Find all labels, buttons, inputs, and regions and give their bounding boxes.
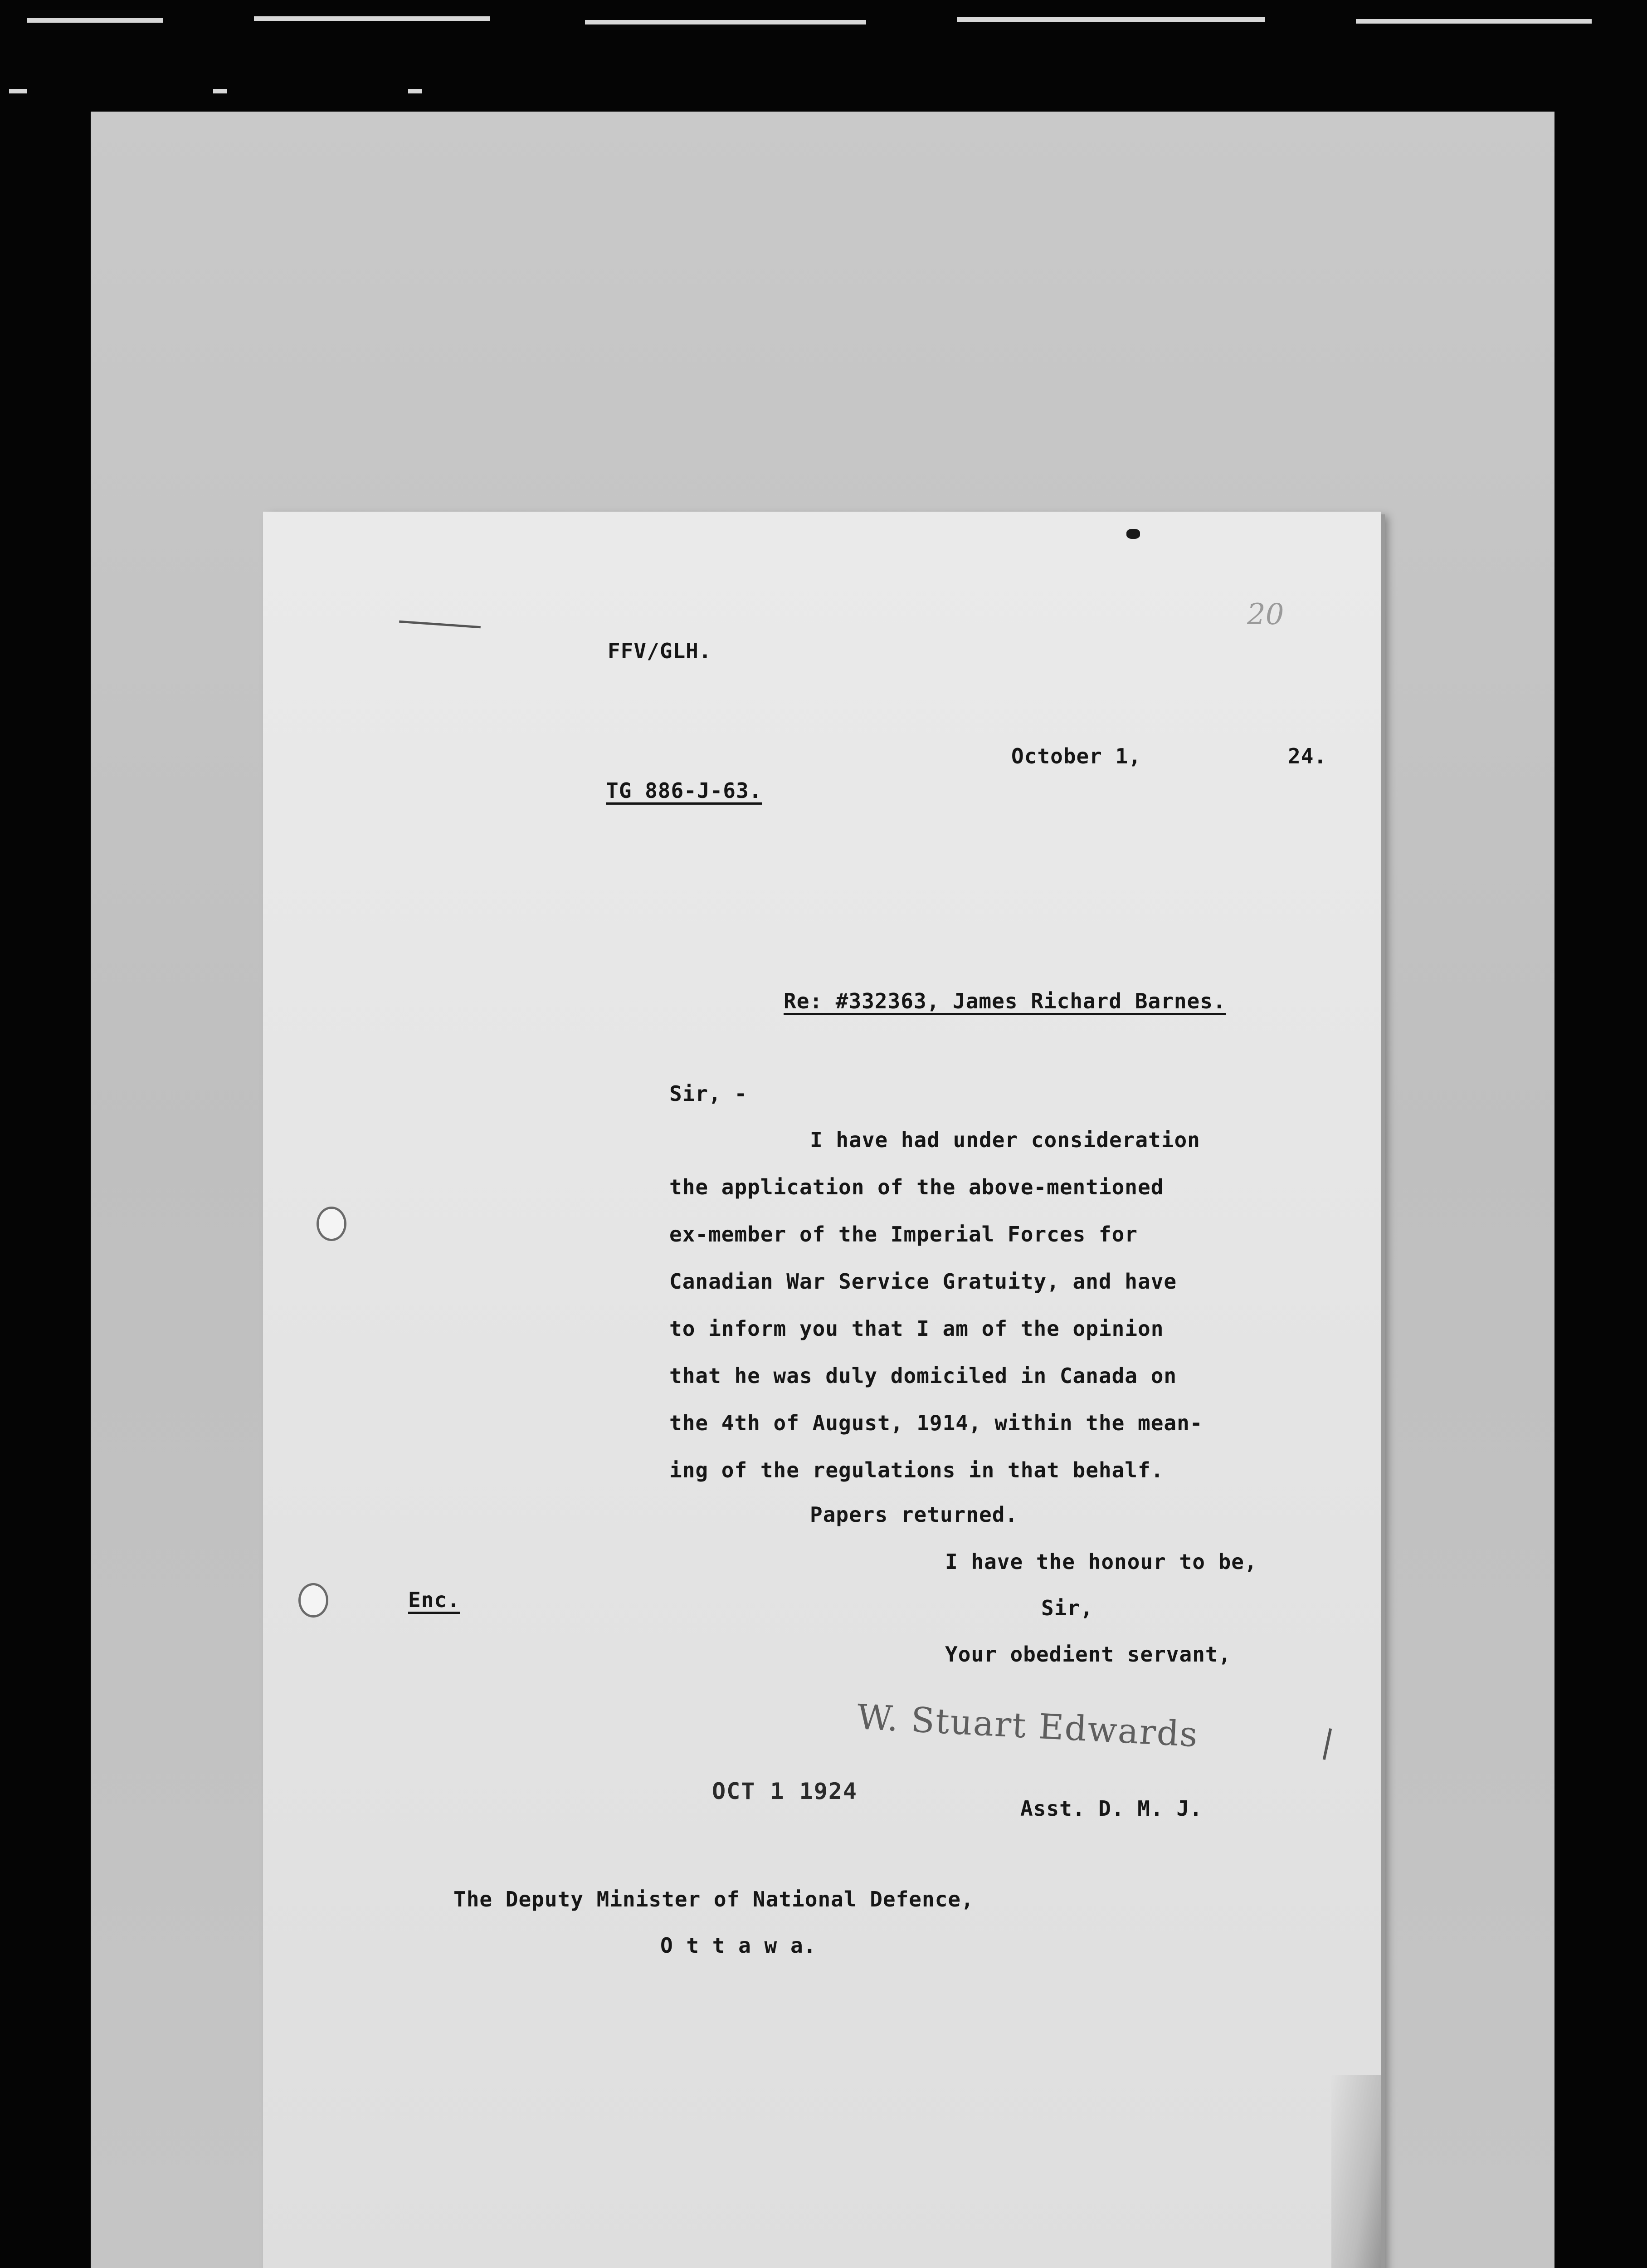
body-line: Papers returned. (810, 1502, 1018, 1527)
recipient-name: The Deputy Minister of National Defence, (453, 1887, 974, 1911)
body-line: I have had under consideration (810, 1128, 1200, 1152)
film-speck (27, 18, 163, 23)
file-number: TG 886-J-63. (606, 778, 762, 803)
letter-sheet (263, 512, 1381, 2268)
subject-line: Re: #332363, James Richard Barnes. (784, 989, 1226, 1013)
body-line: that he was duly domiciled in Canada on (669, 1364, 1177, 1388)
ink-blot (1126, 529, 1140, 539)
closing-line: I have the honour to be, (945, 1549, 1257, 1574)
salutation: Sir, - (669, 1081, 748, 1106)
letter-date: October 1, (1011, 744, 1141, 768)
signer-title: Asst. D. M. J. (1020, 1796, 1203, 1821)
body-line: ex-member of the Imperial Forces for (669, 1222, 1138, 1246)
body-line: the application of the above-mentioned (669, 1175, 1164, 1199)
closing-line: Sir, (1041, 1596, 1093, 1620)
body-line: the 4th of August, 1914, within the mean- (669, 1411, 1203, 1435)
body-line: Canadian War Service Gratuity, and have (669, 1269, 1177, 1294)
enclosure-note: Enc. (408, 1588, 460, 1612)
film-speck (1356, 19, 1592, 24)
page-curl (1331, 2075, 1381, 2268)
recipient-city: O t t a w a. (660, 1933, 817, 1958)
film-speck (9, 89, 27, 93)
film-speck (408, 89, 422, 93)
body-line: ing of the regulations in that behalf. (669, 1458, 1164, 1482)
film-speck (254, 16, 490, 21)
punch-hole (317, 1207, 346, 1241)
film-speck (213, 89, 227, 93)
film-speck (957, 17, 1265, 22)
punch-hole (298, 1583, 328, 1618)
date-stamp: OCT 1 1924 (712, 1778, 858, 1804)
pencil-note: 20 (1247, 598, 1284, 631)
letter-date-year: 24. (1288, 744, 1327, 768)
reference-initials: FFV/GLH. (608, 639, 712, 663)
film-speck (585, 20, 866, 24)
signature-stamp: W. Stuart Edwards (856, 1696, 1199, 1755)
body-line: to inform you that I am of the opinion (669, 1316, 1164, 1341)
closing-line: Your obedient servant, (945, 1642, 1232, 1667)
